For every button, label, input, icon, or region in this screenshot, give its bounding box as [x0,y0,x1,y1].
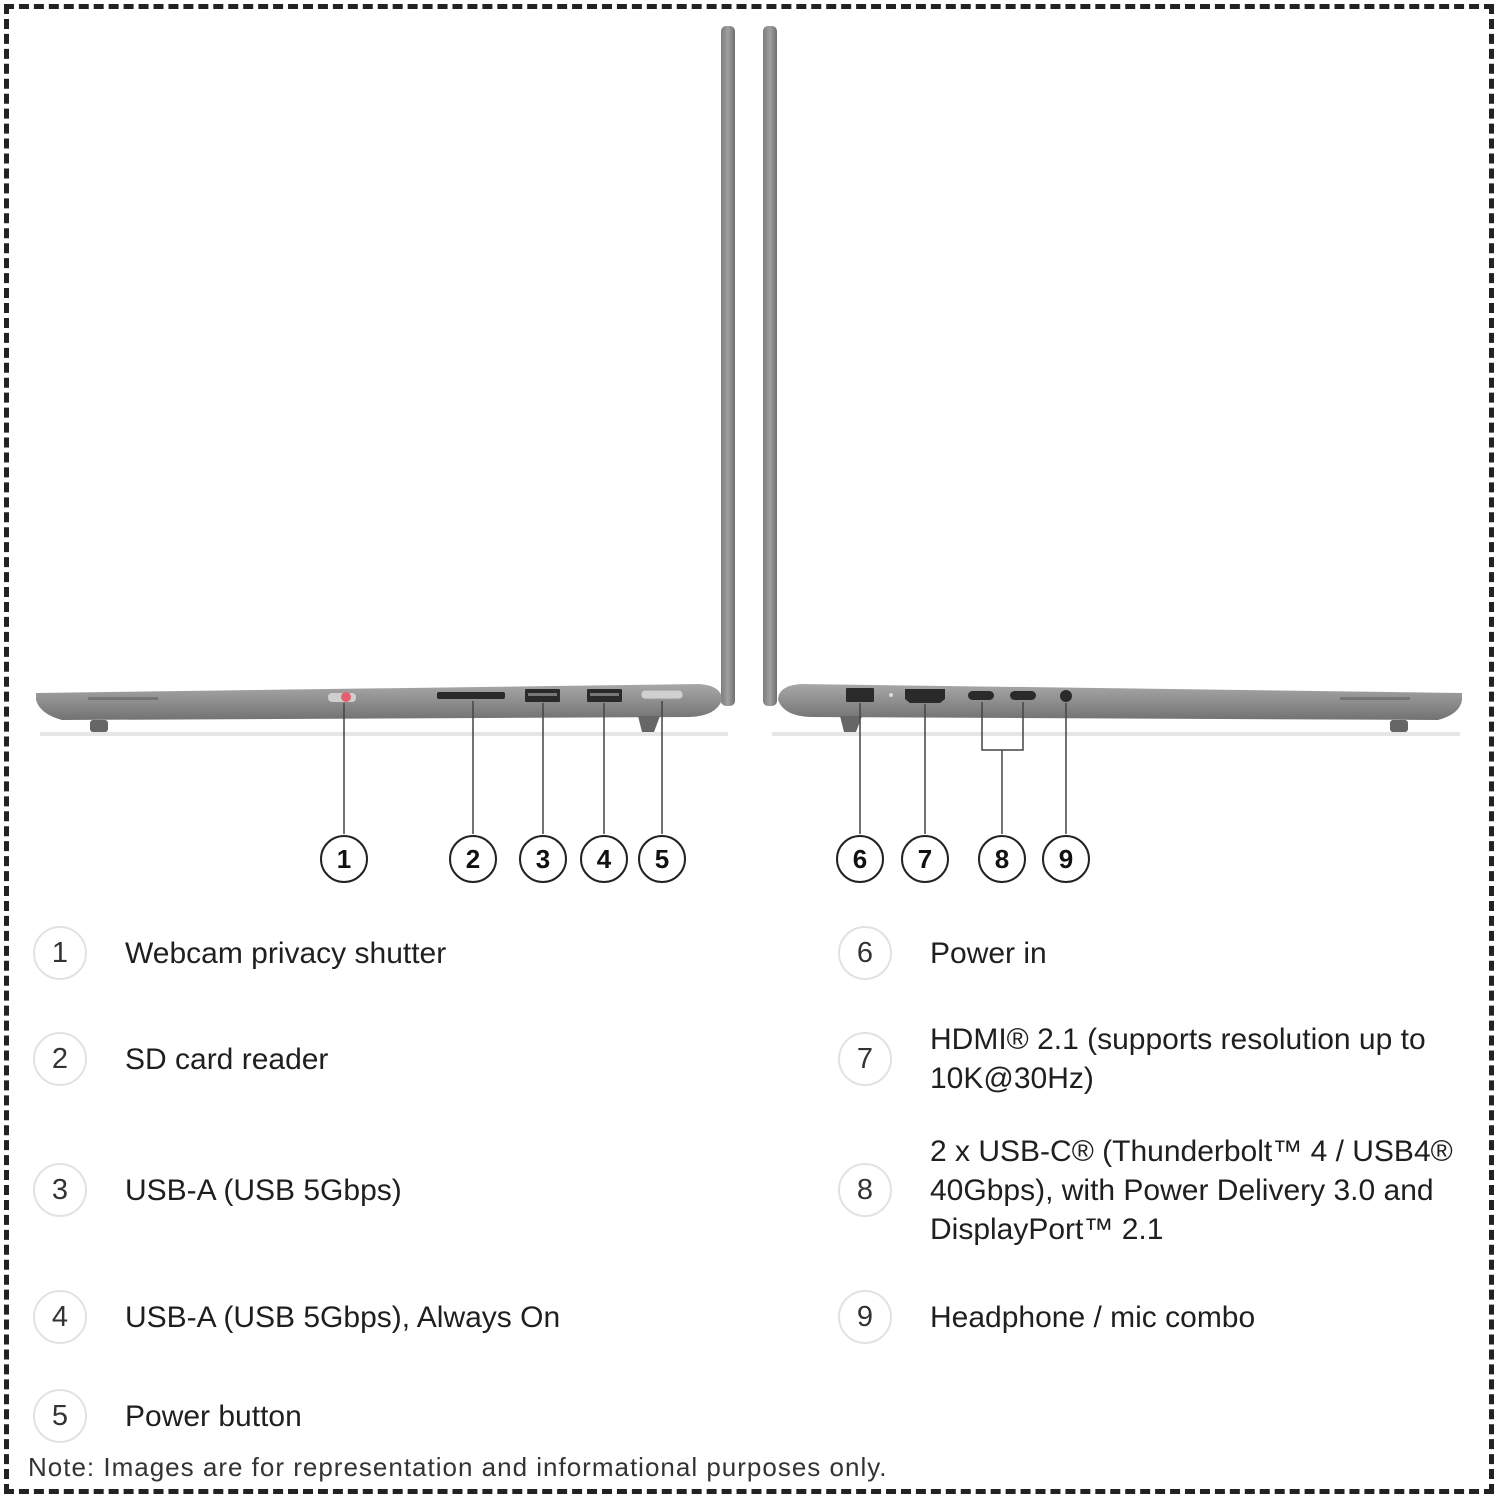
leader-lines [344,701,1066,834]
usb-c-port-2 [1010,691,1036,700]
right-laptop [763,26,1462,734]
legend-number-5: 5 [33,1389,87,1443]
right-lid [763,26,777,706]
callout-5: 5 [638,835,686,883]
legend-number-3: 3 [33,1163,87,1217]
right-foot-front [840,716,862,732]
right-speaker-grille [1340,697,1410,700]
callout-8: 8 [978,835,1026,883]
webcam-shutter-icon [341,692,351,702]
left-lid [721,26,735,706]
legend-number-8: 8 [838,1163,892,1217]
callout-4: 4 [580,835,628,883]
legend-text-6: Power in [930,937,1047,970]
power-in-port [846,688,874,702]
right-foot-rear [1390,720,1408,732]
right-base [778,684,1462,720]
callout-6: 6 [836,835,884,883]
legend-text-4: USB-A (USB 5Gbps), Always On [125,1301,561,1334]
legend-number-9: 9 [838,1290,892,1344]
callout-1: 1 [320,835,368,883]
legend-text-9: Headphone / mic combo [930,1301,1256,1334]
legend-number-6: 6 [838,926,892,980]
left-speaker-grille [88,697,158,700]
callout-7: 7 [901,835,949,883]
legend-number-4: 4 [33,1290,87,1344]
legend-text-1: Webcam privacy shutter [125,937,447,970]
hdmi-port [905,689,945,703]
legend-number-7: 7 [838,1032,892,1086]
legend-text-8: 2 x USB-C® (Thunderbolt™ 4 / USB4® 40Gbps), with Power Delivery 3.0 and DisplayPort™ 2.1 [930,1135,1453,1246]
legend-number-1: 1 [33,926,87,980]
sd-card-slot [437,692,505,699]
callout-2: 2 [449,835,497,883]
legend-number-2: 2 [33,1032,87,1086]
legend-text-3: USB-A (USB 5Gbps) [125,1174,402,1207]
power-button-icon [641,690,683,699]
callout-3: 3 [519,835,567,883]
headphone-jack [1060,690,1072,702]
callout-9: 9 [1042,835,1090,883]
disclaimer-note: Note: Images are for representation and informational purposes only. [28,1452,888,1482]
usb-c-port-1 [968,691,994,700]
legend-text-5: Power button [125,1400,302,1433]
legend-text-2: SD card reader [125,1043,329,1076]
left-laptop [36,26,735,734]
left-foot-front [638,716,660,732]
left-foot-rear [90,720,108,732]
legend-text-7: HDMI® 2.1 (supports resolution up to 10K@30Hz) [930,1023,1426,1095]
